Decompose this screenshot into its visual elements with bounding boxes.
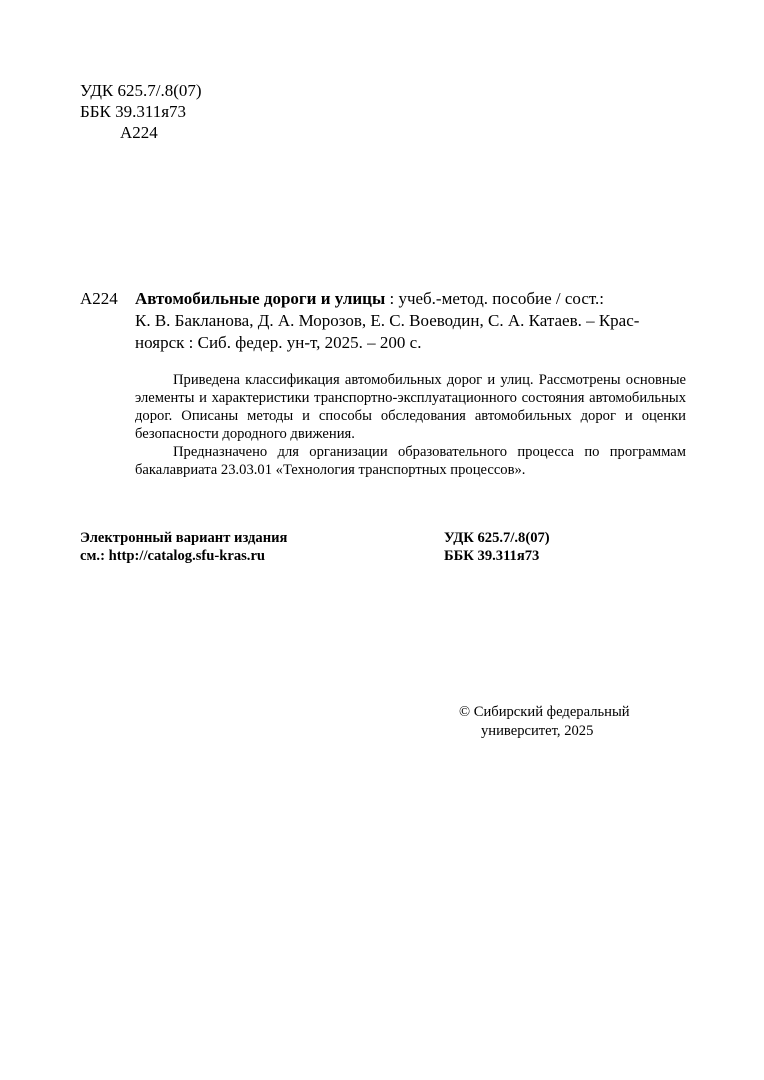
abstract-paragraph-1: Приведена классификация автомобильных дорог и улиц. Рассмотрены основные элементы и характеристики транспортно-эксплуатационного состояния автомобильных дорог. Описаны методы и способы обследования автомобильных дорог и оценки безопасности дородного движения. [135, 372, 686, 442]
author-mark: А224 [120, 123, 158, 142]
copyright-line1: © Сибирский федеральный [459, 704, 630, 720]
abstract-paragraph-2: Предназначено для организации образовательного процесса по программам бакалавриата 23.03.01 «Технология транспортных процессов». [135, 444, 686, 478]
electronic-version-note [80, 529, 287, 565]
copyright-line2: университет, 2025 [481, 723, 594, 739]
electronic-version-line1: Электронный вариант издания [80, 530, 288, 546]
entry-code: А224 [80, 289, 118, 308]
book-title: Автомобильные дороги и улицы [135, 289, 386, 308]
abstract [135, 371, 686, 479]
footer-bbk-code: ББК 39.311я73 [444, 548, 540, 564]
authors-line: К. В. Бакланова, Д. А. Морозов, Е. С. Воеводин, С. А. Катаев. – Крас- [135, 311, 640, 330]
copyright-notice [459, 703, 630, 741]
bbk-code: ББК 39.311я73 [80, 102, 187, 121]
electronic-version-link: см.: http://catalog.sfu-kras.ru [80, 548, 266, 564]
book-type: : учеб.-метод. пособие / сост.: [385, 289, 604, 308]
footer-udc-code: УДК 625.7/.8(07) [444, 530, 550, 546]
udc-code: УДК 625.7/.8(07) [80, 81, 202, 100]
entry-text [135, 288, 688, 354]
publisher-line: ноярск : Сиб. федер. ун-т, 2025. – 200 с. [135, 333, 422, 352]
footer-classification-codes [444, 529, 550, 565]
header-classification-codes [80, 80, 202, 143]
bibliographic-entry [80, 288, 688, 354]
